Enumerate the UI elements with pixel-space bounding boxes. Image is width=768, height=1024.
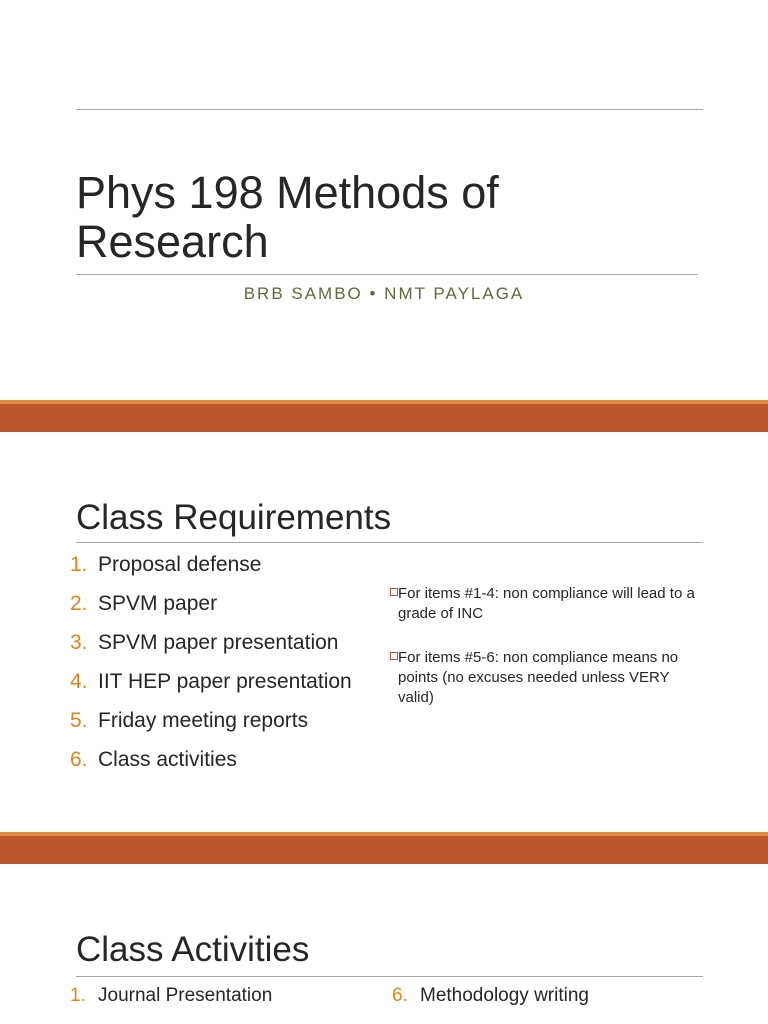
top-rule bbox=[76, 109, 703, 110]
activities-left-list bbox=[70, 981, 272, 1011]
slide-title bbox=[76, 168, 499, 266]
note-item bbox=[390, 648, 700, 708]
slide-separator bbox=[0, 832, 768, 864]
list-item bbox=[70, 662, 352, 701]
note-text: For items #1-4: non compliance will lead to a grade of INC bbox=[398, 585, 695, 622]
item-label: SPVM paper bbox=[98, 592, 218, 615]
activities-right-list bbox=[392, 981, 589, 1011]
item-label: SPVM paper presentation bbox=[98, 631, 339, 654]
title-line-2: Research bbox=[76, 216, 269, 267]
slide-separator bbox=[0, 400, 768, 432]
slide-subtitle: BRB SAMBO • NMT PAYLAGA bbox=[243, 284, 525, 303]
item-number: 5. bbox=[70, 709, 88, 732]
checkbox-bullet-icon bbox=[390, 652, 398, 660]
activities-slide bbox=[0, 864, 768, 1024]
heading-underline bbox=[76, 976, 703, 977]
item-label: Class activities bbox=[98, 748, 237, 771]
item-label: Proposal defense bbox=[98, 553, 262, 576]
item-number: 4. bbox=[70, 670, 88, 693]
item-label: Friday meeting reports bbox=[98, 709, 309, 732]
compliance-notes bbox=[390, 584, 700, 708]
checkbox-bullet-icon bbox=[390, 588, 398, 596]
heading-underline bbox=[76, 542, 703, 543]
item-number: 3. bbox=[70, 631, 88, 654]
item-label: Methodology writing bbox=[420, 985, 589, 1006]
list-item bbox=[392, 981, 589, 1011]
requirements-slide bbox=[0, 432, 768, 832]
list-item bbox=[70, 740, 352, 779]
list-item bbox=[70, 584, 352, 623]
list-item bbox=[70, 623, 352, 662]
note-text: For items #5-6: non compliance means no points (no excuses needed unless VERY valid) bbox=[398, 649, 679, 706]
slide-heading: Class Activities bbox=[76, 930, 310, 969]
requirements-list bbox=[70, 545, 352, 779]
note-item bbox=[390, 584, 700, 624]
item-number: 6. bbox=[392, 985, 408, 1006]
item-number: 6. bbox=[70, 748, 88, 771]
title-line-1: Phys 198 Methods of bbox=[76, 167, 499, 218]
title-underline bbox=[76, 274, 698, 275]
item-label: Journal Presentation bbox=[98, 985, 273, 1006]
item-label: IIT HEP paper presentation bbox=[98, 670, 352, 693]
list-item bbox=[70, 701, 352, 740]
slide-heading: Class Requirements bbox=[76, 498, 392, 537]
item-number: 1. bbox=[70, 985, 86, 1006]
list-item bbox=[70, 981, 272, 1011]
title-slide bbox=[0, 0, 768, 400]
item-number: 1. bbox=[70, 553, 88, 576]
item-number: 2. bbox=[70, 592, 88, 615]
list-item bbox=[70, 545, 352, 584]
